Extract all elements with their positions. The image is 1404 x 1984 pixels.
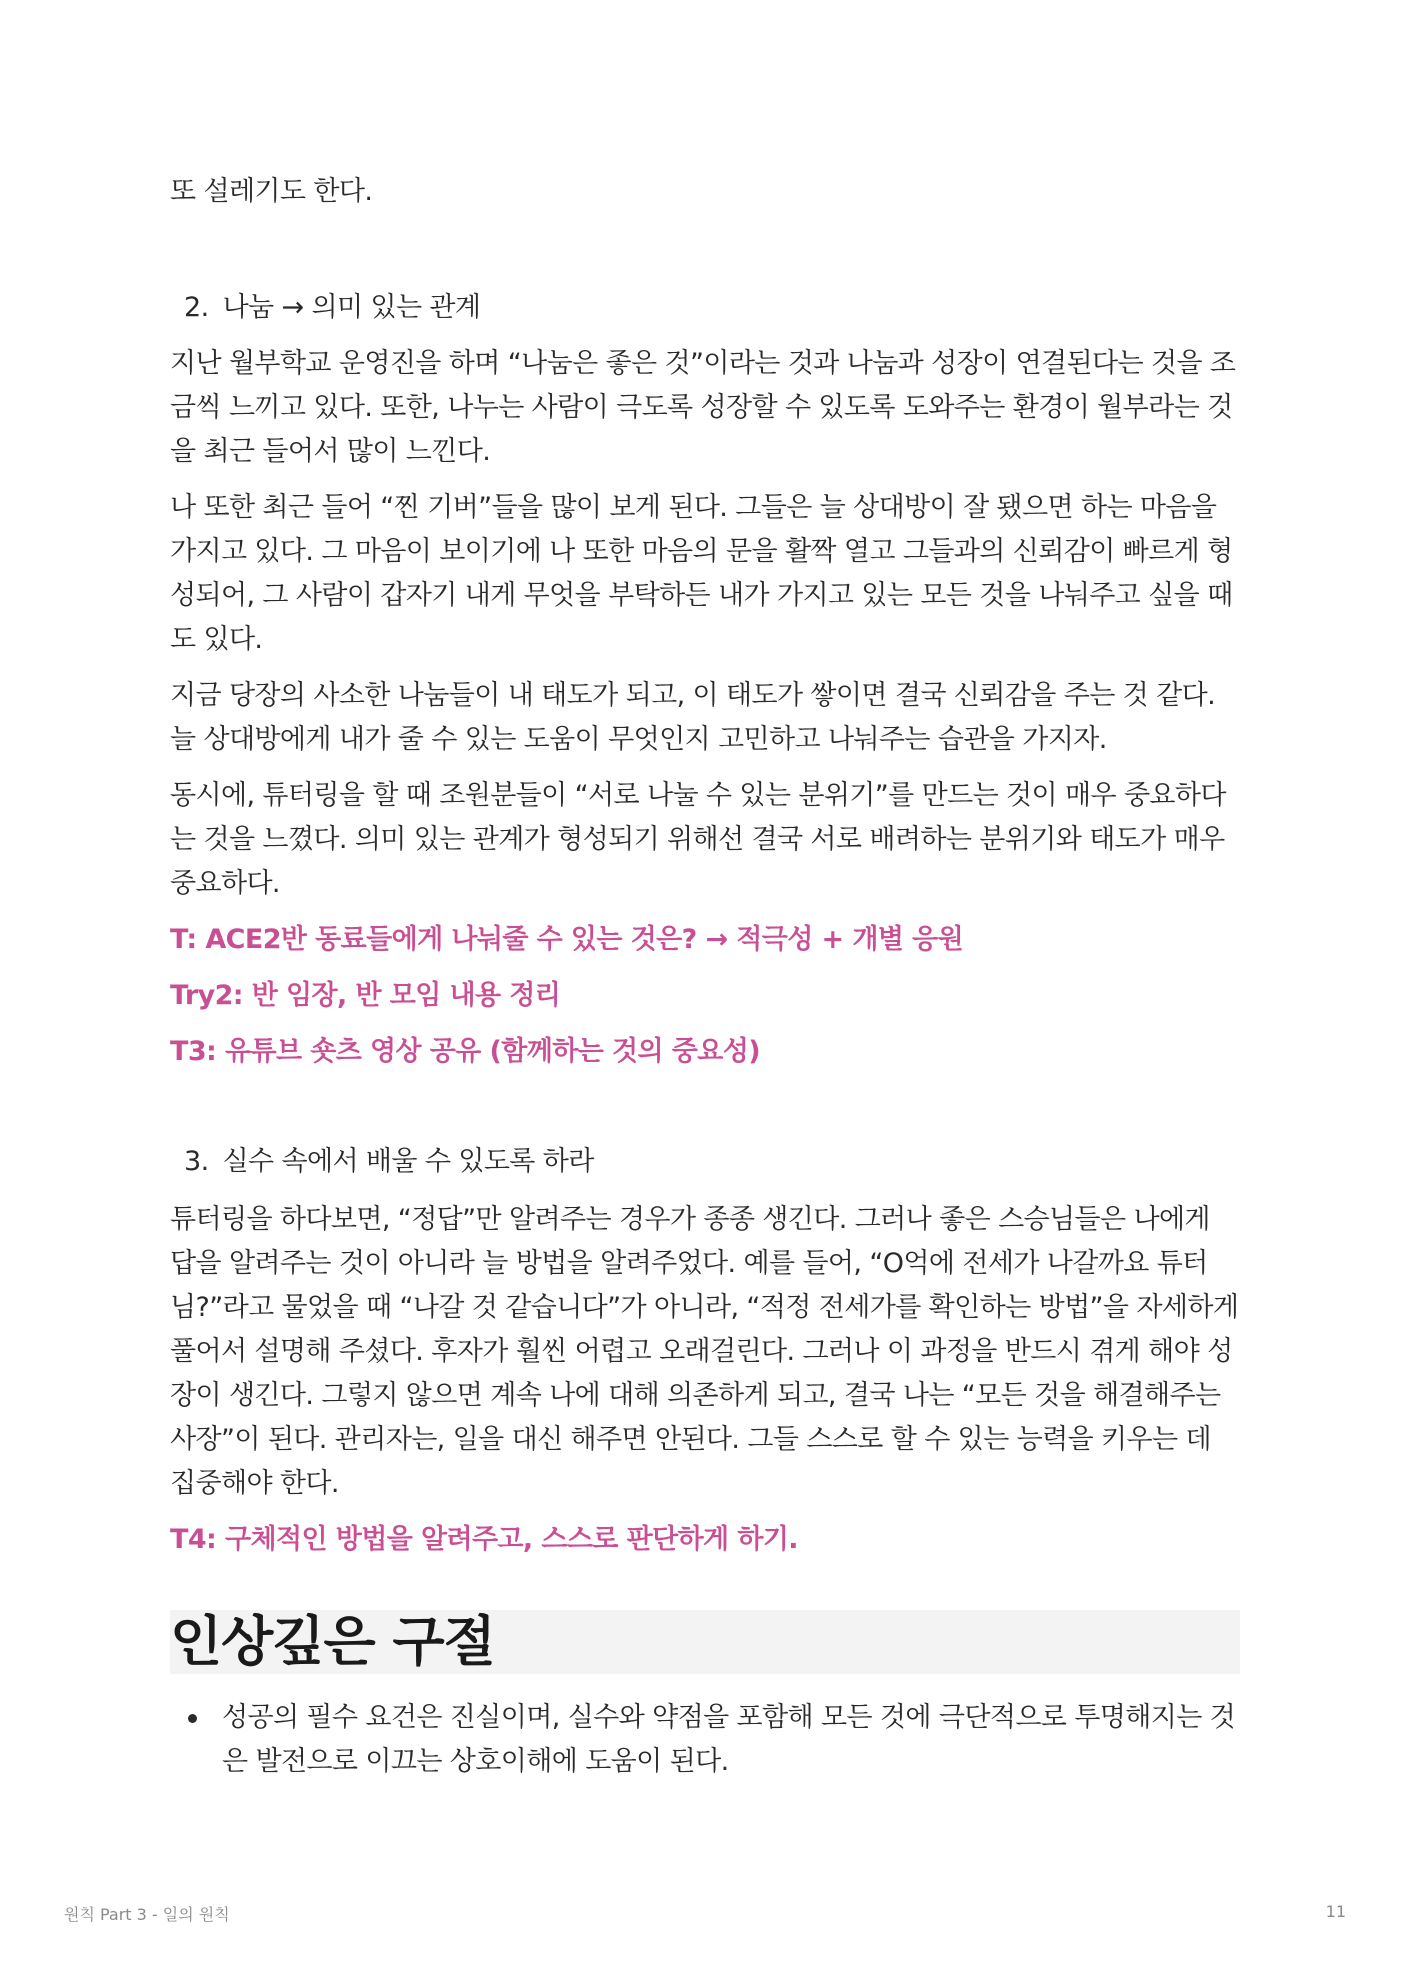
footer-document-title: 원칙 Part 3 - 일의 원칙 — [64, 1905, 230, 1924]
section-2-paragraph: 지난 월부학교 운영진을 하며 “나눔은 좋은 것”이라는 것과 나눔과 성장이 연결된다는 것을 조금씩 느끼고 있다. 또한, 나누는 사람이 극도록 성장할 수 있도록 도와주는 환경이 월부라는 것을 최근 들어서 많이 느낀다. — [170, 348, 1236, 467]
section-3-number: 3. — [184, 1146, 209, 1177]
section-3-title-text: 실수 속에서 배울 수 있도록 하라 — [222, 1146, 594, 1177]
try-item: T4: 구체적인 방법을 알려주고, 스스로 판단하게 하기. — [170, 1524, 798, 1555]
section-2-paragraph: 지금 당장의 사소한 나눔들이 내 태도가 되고, 이 태도가 쌓이면 결국 신뢰감을 주는 것 같다. 늘 상대방에게 내가 줄 수 있는 도움이 무엇인지 고민하고 나눠주는 습관을 가지자. — [170, 680, 1216, 755]
section-2-number: 2. — [184, 292, 209, 323]
footer-page-number: 11 — [1325, 1902, 1346, 1921]
quote-text: 성공의 필수 요건은 진실이며, 실수와 약점을 포함해 모든 것에 극단적으로 투명해지는 것은 발전으로 이끄는 상호이해에 도움이 된다. — [222, 1702, 1236, 1777]
intro-text: 또 설레기도 한다. — [170, 176, 373, 207]
section-3-body — [170, 1198, 1240, 1562]
section-2-paragraph: 나 또한 최근 들어 “찐 기버”들을 많이 보게 된다. 그들은 늘 상대방이 잘 됐으면 하는 마음을 가지고 있다. 그 마음이 보이기에 나 또한 마음의 문을 활짝 열고 그들과의 신뢰감이 빠르게 형성되어, 그 사람이 갑자기 내게 무엇을 부탁하든 내가 가지고 있는 모든 것을 나눠주고 싶을 때도 있다. — [170, 492, 1233, 655]
bullet-icon — [188, 1714, 197, 1723]
section-3-paragraph: 튜터링을 하다보면, “정답”만 알려주는 경우가 종종 생긴다. 그러나 좋은 스승님들은 나에게 답을 알려주는 것이 아니라 늘 방법을 알려주었다. 예를 들어, “O억에 전세가 나갈까요 튜터님?”라고 물었을 때 “나갈 것 같습니다”가 아니라, “적정 전세가를 확인하는 방법”을 자세하게 풀어서 설명해 주셨다. 후자가 훨씬 어렵고 오래걸린다. 그러나 이 과정을 반드시 겪게 해야 성장이 생긴다. 그렇지 않으면 계속 나에 대해 의존하게 되고, 결국 나는 “모든 것을 해결해주는 사장”이 된다. 관리자는, 일을 대신 해주면 안된다. 그들 스스로 할 수 있는 능력을 키우는 데 집중해야 한다. — [170, 1204, 1239, 1499]
section-2-body — [170, 342, 1240, 1074]
quotes-heading-box — [170, 1610, 1240, 1674]
quotes-heading: 인상깊은 구절 — [170, 1610, 495, 1673]
try-item: T3: 유튜브 숏츠 영상 공유 (함께하는 것의 중요성) — [170, 1036, 760, 1067]
try-item: Try2: 반 임장, 반 모임 내용 정리 — [170, 980, 561, 1011]
section-3-title — [184, 1140, 594, 1184]
section-2-paragraph: 동시에, 튜터링을 할 때 조원분들이 “서로 나눌 수 있는 분위기”를 만드는 것이 매우 중요하다는 것을 느꼈다. 의미 있는 관계가 형성되기 위해선 결국 서로 배려하는 분위기와 태도가 매우 중요하다. — [170, 780, 1226, 899]
section-2-title-text: 나눔 → 의미 있는 관계 — [222, 292, 481, 323]
list-item — [170, 1696, 1240, 1784]
section-2-title — [184, 286, 480, 330]
try-item: T: ACE2반 동료들에게 나눠줄 수 있는 것은? → 적극성 + 개별 응원 — [170, 924, 964, 955]
quotes-list — [170, 1696, 1240, 1784]
